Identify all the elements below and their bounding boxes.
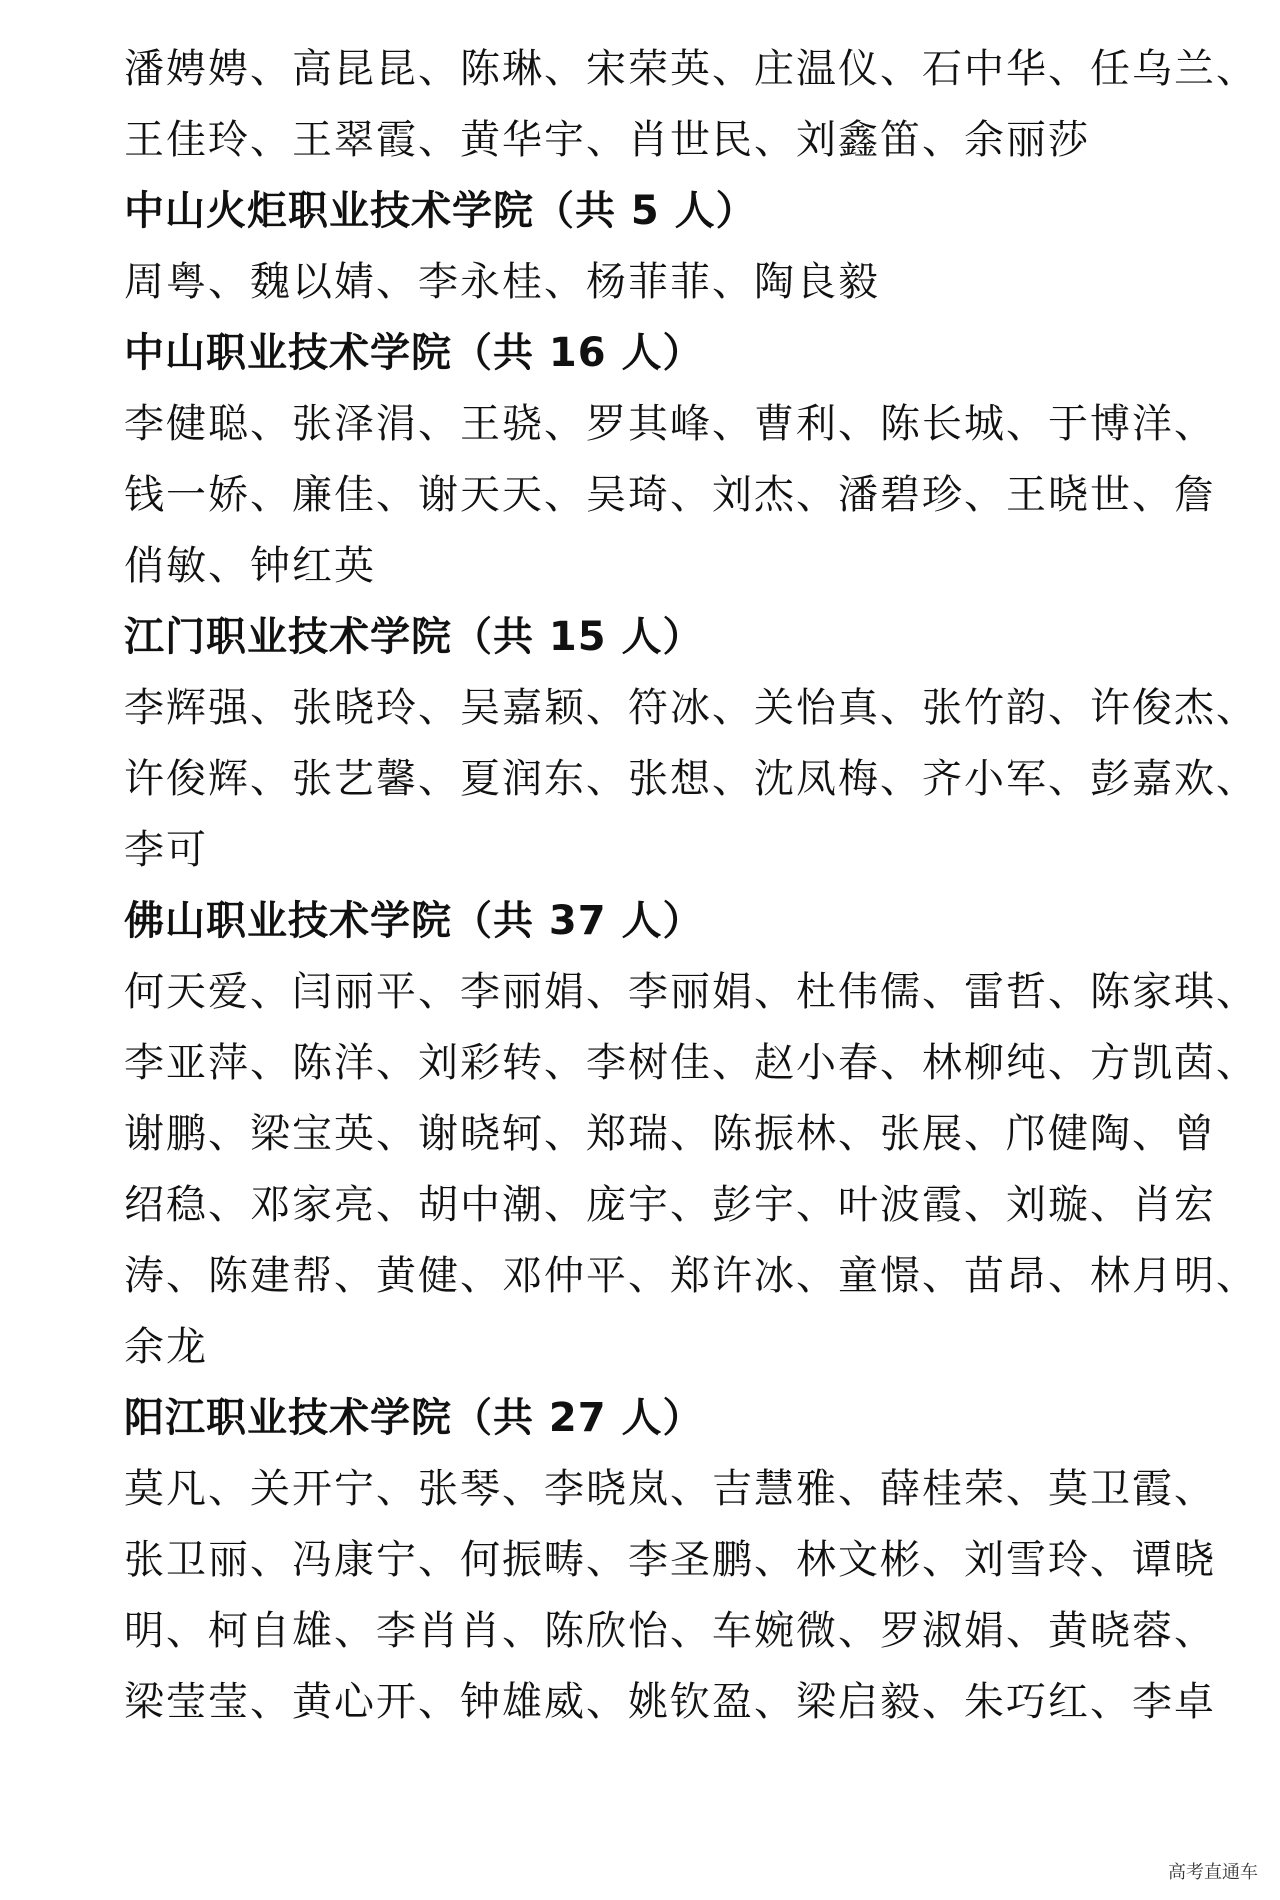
college-heading: 江门职业技术学院（共 15 人） xyxy=(124,614,704,660)
name-list-line: 明、柯自雄、李肖肖、陈欣怡、车婉微、罗淑娟、黄晓蓉、 xyxy=(124,1608,1216,1654)
name-list-line: 李亚萍、陈洋、刘彩转、李树佳、赵小春、林柳纯、方凯茵、 xyxy=(124,1040,1258,1086)
name-list-line: 谢鹏、梁宝英、谢晓轲、郑瑞、陈振林、张展、邝健陶、曾 xyxy=(124,1111,1216,1157)
name-list-line: 钱一娇、廉佳、谢天天、吴琦、刘杰、潘碧珍、王晓世、詹 xyxy=(124,472,1216,518)
name-list-line: 王佳玲、王翠霞、黄华宇、肖世民、刘鑫笛、余丽莎 xyxy=(124,117,1090,163)
name-list-line: 俏敏、钟红英 xyxy=(124,543,376,589)
college-heading: 阳江职业技术学院（共 27 人） xyxy=(124,1395,704,1441)
name-list-line: 余龙 xyxy=(124,1324,208,1370)
watermark: 高考直通车 xyxy=(1168,1862,1258,1883)
college-heading: 佛山职业技术学院（共 37 人） xyxy=(124,898,704,944)
college-heading: 中山火炬职业技术学院（共 5 人） xyxy=(124,188,757,234)
name-list-line: 周粤、魏以婧、李永桂、杨菲菲、陶良毅 xyxy=(124,259,880,305)
college-heading: 中山职业技术学院（共 16 人） xyxy=(124,330,704,376)
name-list-line: 潘娉娉、高昆昆、陈琳、宋荣英、庄温仪、石中华、任乌兰、 xyxy=(124,46,1258,92)
name-list-line: 李健聪、张泽涓、王骁、罗其峰、曹利、陈长城、于博洋、 xyxy=(124,401,1216,447)
document-page xyxy=(124,34,1258,1738)
name-list-line: 涛、陈建帮、黄健、邓仲平、郑许冰、童憬、苗昂、林月明、 xyxy=(124,1253,1258,1299)
name-list-line: 何天爱、闫丽平、李丽娟、李丽娟、杜伟儒、雷哲、陈家琪、 xyxy=(124,969,1258,1015)
name-list-line: 许俊辉、张艺馨、夏润东、张想、沈凤梅、齐小军、彭嘉欢、 xyxy=(124,756,1258,802)
name-list-line: 张卫丽、冯康宁、何振畴、李圣鹏、林文彬、刘雪玲、谭晓 xyxy=(124,1537,1216,1583)
name-list-line: 李辉强、张晓玲、吴嘉颖、符冰、关怡真、张竹韵、许俊杰、 xyxy=(124,685,1258,731)
name-list-line: 梁莹莹、黄心开、钟雄威、姚钦盈、梁启毅、朱巧红、李卓 xyxy=(124,1679,1216,1725)
name-list-line: 李可 xyxy=(124,827,208,873)
name-list-line: 绍稳、邓家亮、胡中潮、庞宇、彭宇、叶波霞、刘璇、肖宏 xyxy=(124,1182,1216,1228)
name-list-line: 莫凡、关开宁、张琴、李晓岚、吉慧雅、薛桂荣、莫卫霞、 xyxy=(124,1466,1216,1512)
